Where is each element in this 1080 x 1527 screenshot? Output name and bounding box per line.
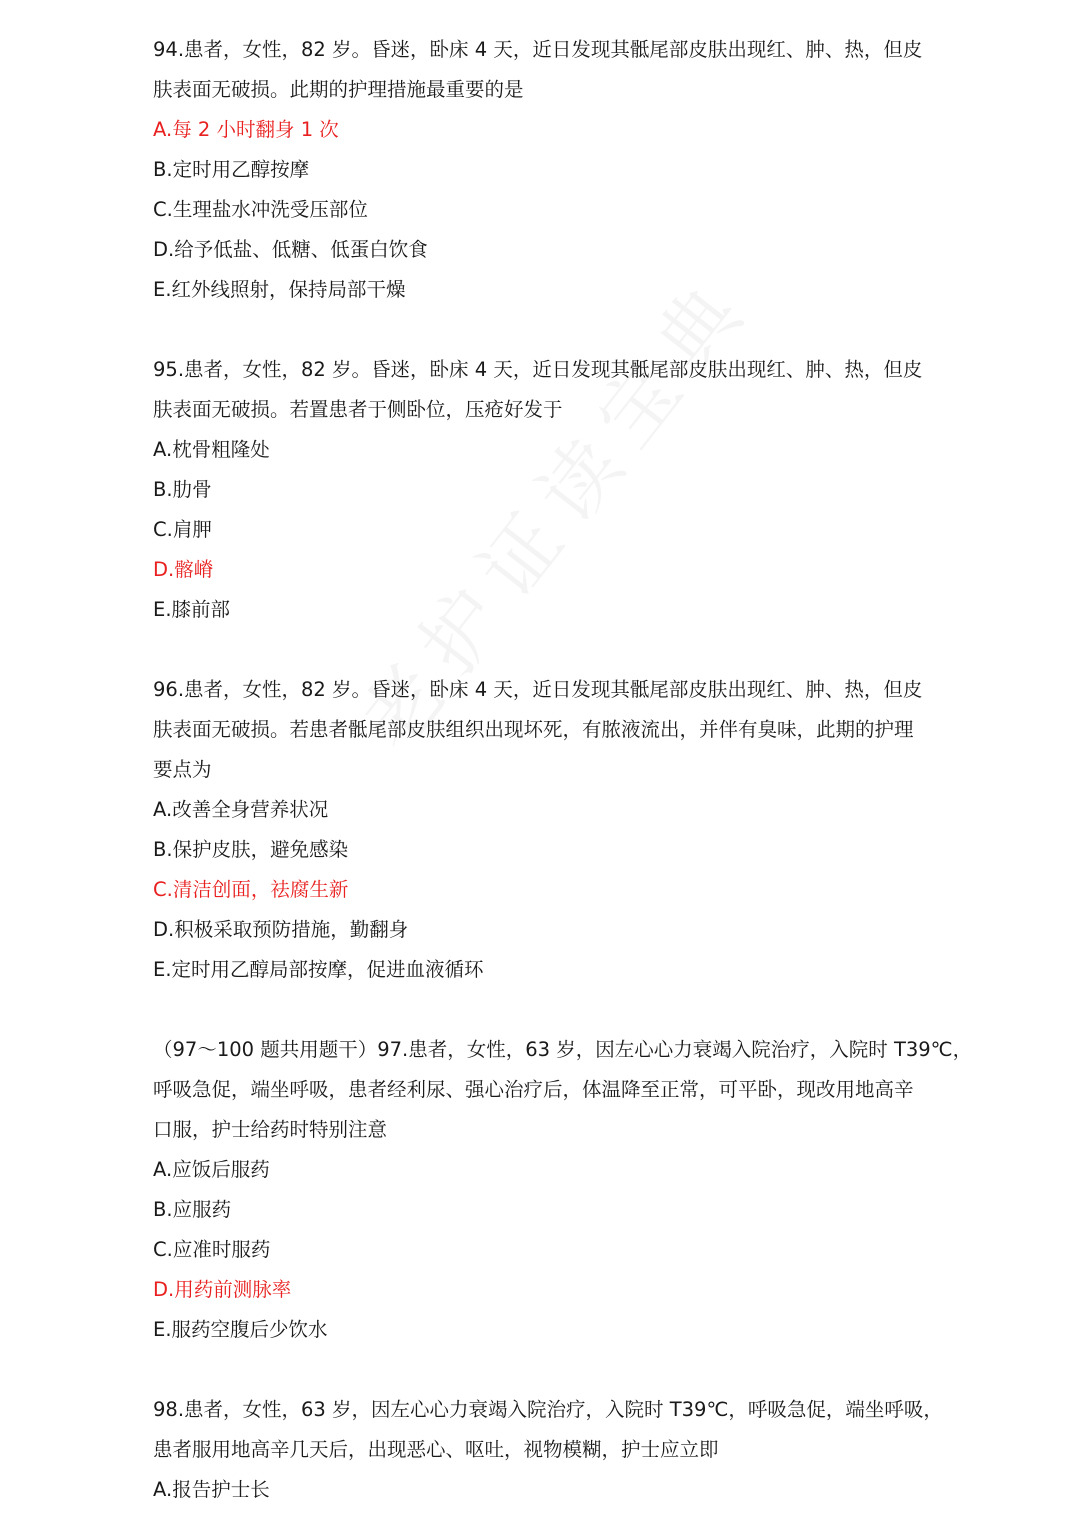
- option-e: E.膝前部: [153, 598, 231, 621]
- option-e: E.红外线照射，保持局部干燥: [153, 278, 406, 301]
- option-b: B.定时用乙醇按摩: [153, 158, 310, 181]
- option-b: B.应服药: [153, 1198, 232, 1221]
- document-page: [153, 30, 973, 1510]
- question-stem: 肤表面无破损。此期的护理措施最重要的是: [153, 78, 524, 101]
- question-stem: 要点为: [153, 758, 212, 781]
- question-95: [153, 350, 943, 630]
- option-d-correct: D.髂嵴: [153, 558, 214, 581]
- option-a-correct: A.每 2 小时翻身 1 次: [153, 118, 339, 141]
- option-c: C.生理盐水冲洗受压部位: [153, 198, 368, 221]
- option-d: D.给予低盐、低糖、低蛋白饮食: [153, 238, 428, 261]
- question-stem: 呼吸急促，端坐呼吸，患者经利尿、强心治疗后，体温降至正常，可平卧，现改用地高辛: [153, 1078, 914, 1101]
- option-d: D.积极采取预防措施，勤翻身: [153, 918, 409, 941]
- option-a: A.枕骨粗隆处: [153, 438, 270, 461]
- question-stem: 口服，护士给药时特别注意: [153, 1118, 388, 1141]
- question-96: [153, 670, 943, 990]
- option-c: C.肩胛: [153, 518, 212, 541]
- option-e: E.服药空腹后少饮水: [153, 1318, 328, 1341]
- question-98: [153, 1390, 943, 1510]
- question-stem: 患者服用地高辛几天后，出现恶心、呕吐，视物模糊，护士应立即: [153, 1438, 719, 1461]
- question-stem: 96.患者，女性，82 岁。昏迷，卧床 4 天，近日发现其骶尾部皮肤出现红、肿、热，但皮: [153, 678, 923, 701]
- option-e: E.定时用乙醇局部按摩，促进血液循环: [153, 958, 484, 981]
- question-stem: 94.患者，女性，82 岁。昏迷，卧床 4 天，近日发现其骶尾部皮肤出现红、肿、热，但皮: [153, 38, 923, 61]
- question-stem: （97～100 题共用题干）97.患者，女性，63 岁，因左心心力衰竭入院治疗，入院时 T39℃，: [153, 1038, 973, 1061]
- option-b: B.保护皮肤，避免感染: [153, 838, 349, 861]
- option-a: A.报告护士长: [153, 1478, 270, 1501]
- question-stem: 95.患者，女性，82 岁。昏迷，卧床 4 天，近日发现其骶尾部皮肤出现红、肿、热，但皮: [153, 358, 923, 381]
- option-d-correct: D.用药前测脉率: [153, 1278, 292, 1301]
- question-stem: 肤表面无破损。若患者骶尾部皮肤组织出现坏死，有脓液流出，并伴有臭味，此期的护理: [153, 718, 914, 741]
- question-94: [153, 30, 943, 310]
- question-97: [153, 1030, 973, 1350]
- option-b: B.肋骨: [153, 478, 212, 501]
- option-a: A.应饭后服药: [153, 1158, 270, 1181]
- option-a: A.改善全身营养状况: [153, 798, 329, 821]
- option-c: C.应准时服药: [153, 1238, 271, 1261]
- option-c-correct: C.清洁创面，祛腐生新: [153, 878, 349, 901]
- question-stem: 98.患者，女性，63 岁，因左心心力衰竭入院治疗，入院时 T39℃，呼吸急促，端坐呼吸，: [153, 1398, 943, 1421]
- question-stem: 肤表面无破损。若置患者于侧卧位，压疮好发于: [153, 398, 563, 421]
